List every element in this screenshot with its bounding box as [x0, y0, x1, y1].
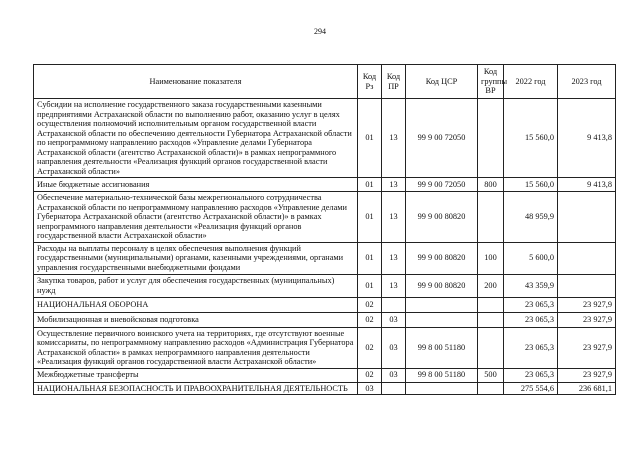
- row-name: Иные бюджетные ассигнования: [34, 178, 358, 192]
- header-2023: 2023 год: [558, 65, 616, 99]
- table-row: [34, 327, 616, 368]
- row-2022: 15 560,0: [504, 99, 558, 178]
- row-csr: [406, 382, 478, 395]
- row-rz: 01: [358, 178, 382, 192]
- row-csr: 99 9 00 80820: [406, 192, 478, 243]
- row-pr: [382, 297, 406, 312]
- header-pr: Код ПР: [382, 65, 406, 99]
- row-pr: 13: [382, 99, 406, 178]
- row-vr: [478, 99, 504, 178]
- row-name: Обеспечение материально-технической базы межрегионального сотрудничества Астраханской области по непрограммному направлению расходов «Управление делами Губернатора Астраханской области (агентство Астраханской области)» в рамках непрограммного направления деятельности «Реализация функций органов государственной власти Астраханской области»: [34, 192, 358, 243]
- row-name: Мобилизационная и вневойсковая подготовка: [34, 312, 358, 327]
- row-2023: 23 927,9: [558, 312, 616, 327]
- row-2023: 23 927,9: [558, 368, 616, 382]
- row-vr: 500: [478, 368, 504, 382]
- header-csr: Код ЦСР: [406, 65, 478, 99]
- row-csr: 99 9 00 72050: [406, 178, 478, 192]
- row-2022: 23 065,3: [504, 312, 558, 327]
- row-2022: 23 065,3: [504, 297, 558, 312]
- row-rz: 01: [358, 274, 382, 297]
- table-row: [34, 242, 616, 274]
- row-name: Осуществление первичного воинского учета на территориях, где отсутствуют военные комиссариаты, по непрограммному направлению расходов «Администрация Губернатора Астраханской области» в рамках непрограммного направления деятельности «Реализация функций органов государственной власти Астраханской области»: [34, 327, 358, 368]
- row-2022: 23 065,3: [504, 368, 558, 382]
- row-name: Закупка товаров, работ и услуг для обеспечения государственных (муниципальных) нужд: [34, 274, 358, 297]
- row-vr: [478, 192, 504, 243]
- row-2022: 43 359,9: [504, 274, 558, 297]
- page-number: 294: [314, 27, 326, 36]
- row-name: НАЦИОНАЛЬНАЯ БЕЗОПАСНОСТЬ И ПРАВООХРАНИТЕЛЬНАЯ ДЕЯТЕЛЬНОСТЬ: [34, 382, 358, 395]
- row-2022: 275 554,6: [504, 382, 558, 395]
- row-csr: 99 9 00 80820: [406, 242, 478, 274]
- table-row: [34, 382, 616, 395]
- row-name: Субсидии на исполнение государственного заказа государственными казенными предприятиями Астраханской области по выполнению работ, оказанию услуг в целях осуществления полномочий исполнительным органом государственной власти Астраханской области по обеспечению деятельности Губернатора Астраханской области по непрограммному направлению расходов «Управление делами Губернатора Астраханской области (агентство Астраханской области)» в рамках непрограммного направления деятельности «Реализация функций органов государственной власти Астраханской области»: [34, 99, 358, 178]
- row-2023: [558, 242, 616, 274]
- row-2023: [558, 274, 616, 297]
- row-vr: [478, 297, 504, 312]
- row-rz: 03: [358, 382, 382, 395]
- table-row: [34, 297, 616, 312]
- row-rz: 02: [358, 327, 382, 368]
- row-2023: [558, 192, 616, 243]
- row-vr: [478, 312, 504, 327]
- row-pr: 13: [382, 242, 406, 274]
- row-vr: 100: [478, 242, 504, 274]
- row-csr: 99 9 00 72050: [406, 99, 478, 178]
- row-rz: 02: [358, 297, 382, 312]
- row-name: НАЦИОНАЛЬНАЯ ОБОРОНА: [34, 297, 358, 312]
- row-2022: 15 560,0: [504, 178, 558, 192]
- row-pr: 03: [382, 368, 406, 382]
- table-row: [34, 274, 616, 297]
- table-row: [34, 312, 616, 327]
- row-csr: 99 8 00 51180: [406, 368, 478, 382]
- row-csr: 99 9 00 80820: [406, 274, 478, 297]
- row-rz: 01: [358, 242, 382, 274]
- row-2023: 9 413,8: [558, 178, 616, 192]
- header-name: Наименование показателя: [34, 65, 358, 99]
- row-2023: 23 927,9: [558, 297, 616, 312]
- table-header-row: [34, 65, 616, 99]
- row-pr: 03: [382, 327, 406, 368]
- row-pr: 03: [382, 312, 406, 327]
- row-pr: 13: [382, 178, 406, 192]
- row-name: Межбюджетные трансферты: [34, 368, 358, 382]
- row-vr: [478, 382, 504, 395]
- header-2022: 2022 год: [504, 65, 558, 99]
- row-2022: 5 600,0: [504, 242, 558, 274]
- header-rz: Код Рз: [358, 65, 382, 99]
- table-row: [34, 192, 616, 243]
- row-csr: 99 8 00 51180: [406, 327, 478, 368]
- row-2022: 23 065,3: [504, 327, 558, 368]
- row-2022: 48 959,9: [504, 192, 558, 243]
- row-name: Расходы на выплаты персоналу в целях обеспечения выполнения функций государственными (муниципальными) органами, казенными учреждениями, органами управления государственными внебюджетными фондами: [34, 242, 358, 274]
- row-pr: 13: [382, 192, 406, 243]
- row-pr: 13: [382, 274, 406, 297]
- table-row: [34, 99, 616, 178]
- row-vr: 800: [478, 178, 504, 192]
- row-rz: 01: [358, 99, 382, 178]
- row-csr: [406, 312, 478, 327]
- row-vr: 200: [478, 274, 504, 297]
- row-2023: 9 413,8: [558, 99, 616, 178]
- row-vr: [478, 327, 504, 368]
- header-vr: Код группы ВР: [478, 65, 504, 99]
- row-rz: 01: [358, 192, 382, 243]
- row-pr: [382, 382, 406, 395]
- row-2023: 23 927,9: [558, 327, 616, 368]
- row-rz: 02: [358, 368, 382, 382]
- row-rz: 02: [358, 312, 382, 327]
- row-csr: [406, 297, 478, 312]
- budget-table: [33, 64, 616, 395]
- row-2023: 236 681,1: [558, 382, 616, 395]
- table-row: [34, 178, 616, 192]
- table-row: [34, 368, 616, 382]
